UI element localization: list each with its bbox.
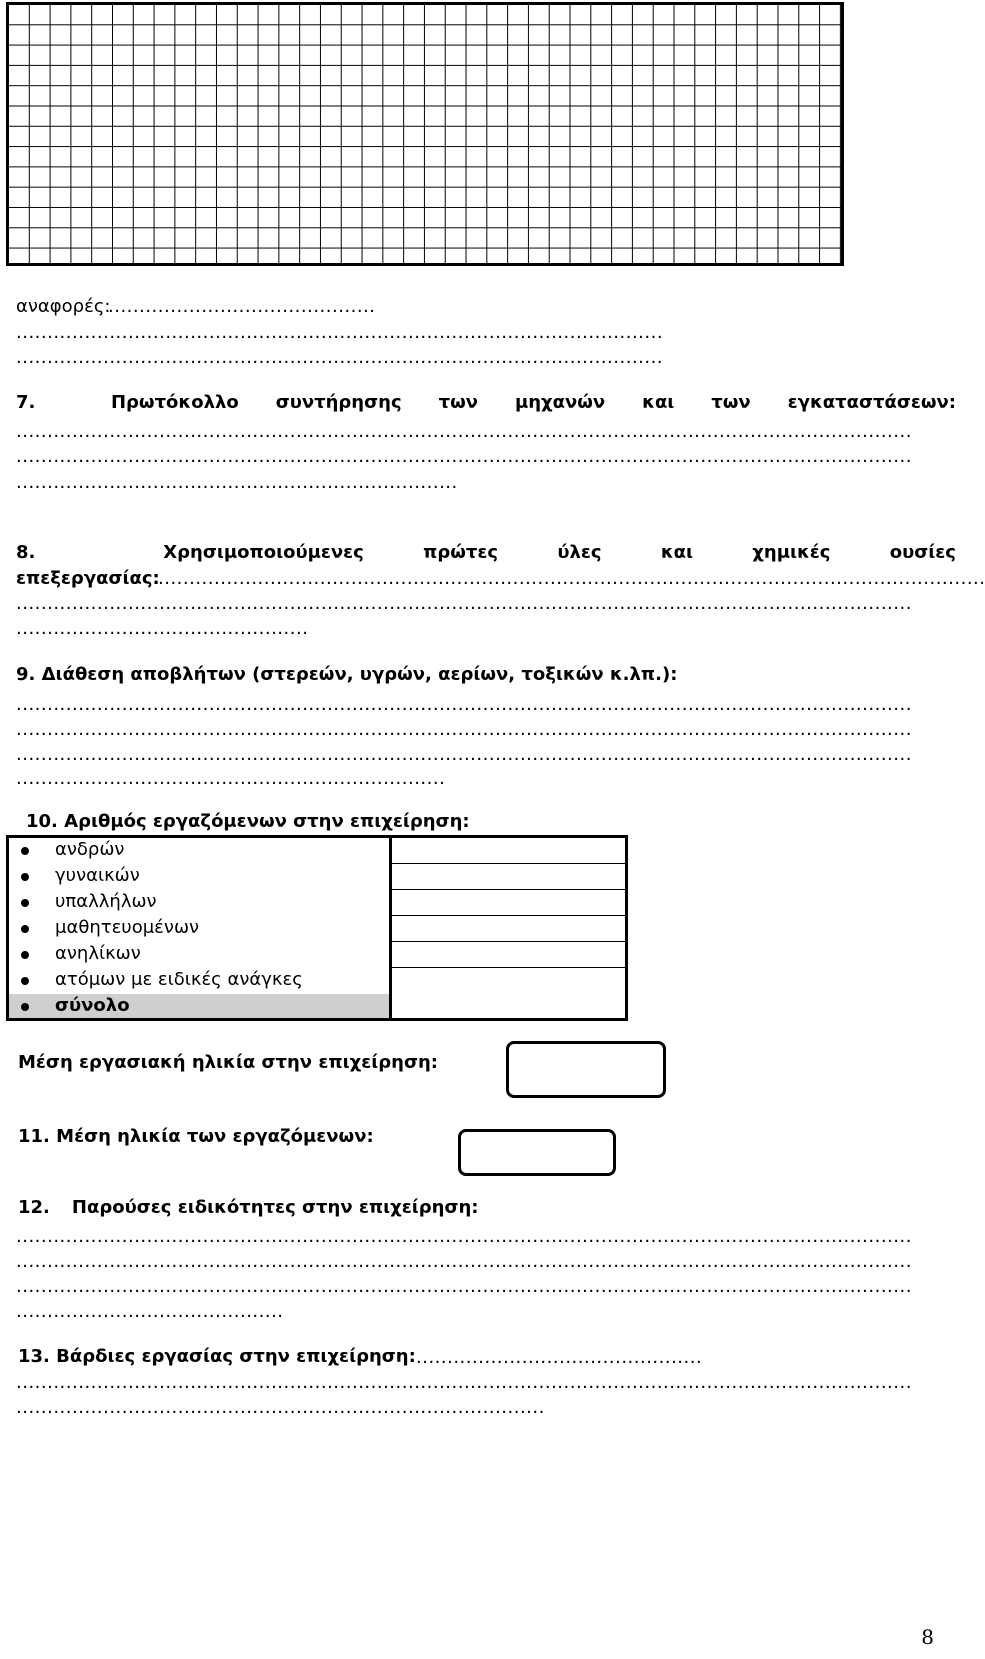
row-label: μαθητευομένων bbox=[55, 917, 200, 938]
bullet-icon bbox=[21, 951, 29, 959]
section-7-dots-1[interactable]: ................................................................................................................................................ bbox=[16, 421, 912, 442]
references-dots-2[interactable]: ........................................................................................................ bbox=[16, 322, 664, 343]
avg-work-age-label: Μέση εργασιακή ηλικία στην επιχείρηση: bbox=[18, 1052, 438, 1073]
avg-work-age-input[interactable] bbox=[506, 1041, 666, 1098]
total-label: σύνολο bbox=[55, 995, 130, 1016]
section-11-title: 11. Μέση ηλικία των εργαζόμενων: bbox=[18, 1126, 374, 1147]
row-label: υπαλλήλων bbox=[55, 891, 157, 912]
section-12-dots-1[interactable]: ................................................................................................................................................ bbox=[16, 1226, 912, 1247]
table-row bbox=[9, 942, 625, 968]
section-9-dots-3[interactable]: ................................................................................................................................................ bbox=[16, 744, 912, 765]
section-9-dots-4[interactable]: ..................................................................... bbox=[16, 768, 446, 789]
section-9-dots-2[interactable]: ................................................................................................................................................ bbox=[16, 719, 912, 740]
section-13-title: 13. Βάρδιες εργασίας στην επιχείρηση: bbox=[18, 1346, 416, 1367]
table-row-total bbox=[9, 994, 625, 1018]
bullet-icon bbox=[21, 1003, 29, 1011]
table-row bbox=[9, 864, 625, 890]
avg-employee-age-input[interactable] bbox=[458, 1129, 616, 1176]
page-number: 8 bbox=[921, 1625, 934, 1649]
section-7-dots-3[interactable]: ....................................................................... bbox=[16, 472, 458, 493]
section-12-dots-2[interactable]: ................................................................................................................................................ bbox=[16, 1251, 912, 1272]
employees-table bbox=[6, 835, 628, 1021]
section-8-dots-3[interactable]: ............................................... bbox=[16, 618, 309, 639]
employees-apprentices-field[interactable] bbox=[389, 915, 625, 942]
employees-total-field[interactable] bbox=[389, 993, 625, 1018]
table-row bbox=[9, 968, 625, 994]
employees-men-field[interactable] bbox=[389, 837, 625, 864]
row-label: γυναικών bbox=[55, 865, 140, 886]
section-13-dots-3[interactable]: ..................................................................................... bbox=[16, 1397, 545, 1418]
section-7-dots-2[interactable]: ................................................................................................................................................ bbox=[16, 446, 912, 467]
section-8-label: επεξεργασίας: bbox=[16, 568, 160, 589]
references-dots-1[interactable]: ........................................... bbox=[108, 296, 376, 317]
table-row bbox=[9, 838, 625, 864]
employees-women-field[interactable] bbox=[389, 863, 625, 890]
section-10-title: 10. Αριθμός εργαζόμενων στην επιχείρηση: bbox=[26, 811, 470, 832]
section-9-dots-1[interactable]: ................................................................................................................................................ bbox=[16, 694, 912, 715]
row-label: ατόμων με ειδικές ανάγκες bbox=[55, 969, 303, 990]
references-label: αναφορές: bbox=[16, 296, 111, 317]
bullet-icon bbox=[21, 899, 29, 907]
section-8-dots-1[interactable]: ..................................................................................................................................... bbox=[158, 568, 985, 589]
bullet-icon bbox=[21, 925, 29, 933]
bullet-icon bbox=[21, 847, 29, 855]
table-row bbox=[9, 916, 625, 942]
bullet-icon bbox=[21, 873, 29, 881]
section-12-dots-3[interactable]: ................................................................................................................................................ bbox=[16, 1276, 912, 1297]
references-dots-3[interactable]: ........................................................................................................ bbox=[16, 347, 664, 368]
section-13-dots-2[interactable]: ................................................................................................................................................ bbox=[16, 1372, 912, 1393]
section-9-title: 9. Διάθεση αποβλήτων (στερεών, υγρών, αερίων, τοξικών κ.λπ.): bbox=[16, 664, 678, 685]
section-8-dots-2[interactable]: ................................................................................................................................................ bbox=[16, 593, 912, 614]
employees-special-needs-field[interactable] bbox=[389, 967, 625, 994]
section-7-title: 7. Πρωτόκολλο συντήρησης των μηχανών και των εγκαταστάσεων: bbox=[16, 392, 956, 413]
employees-minors-field[interactable] bbox=[389, 941, 625, 968]
employees-staff-field[interactable] bbox=[389, 889, 625, 916]
section-12-title: 12. Παρούσες ειδικότητες στην επιχείρηση: bbox=[18, 1197, 479, 1218]
top-grid-table bbox=[6, 2, 844, 266]
section-8-title: 8. Χρησιμοποιούμενες πρώτες ύλες και χημικές ουσίες bbox=[16, 542, 956, 563]
section-12-dots-4[interactable]: ........................................... bbox=[16, 1301, 284, 1322]
bullet-icon bbox=[21, 977, 29, 985]
table-row bbox=[9, 890, 625, 916]
row-label: ανδρών bbox=[55, 839, 125, 860]
section-13-dots-1[interactable]: .............................................. bbox=[416, 1347, 703, 1368]
row-label: ανηλίκων bbox=[55, 943, 141, 964]
